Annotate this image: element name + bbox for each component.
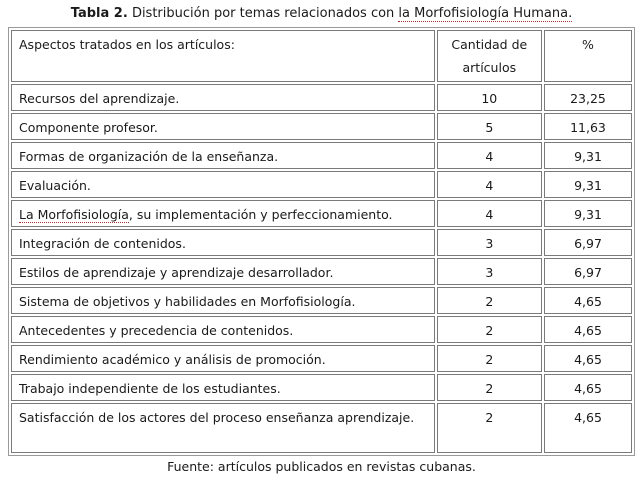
data-table xyxy=(8,27,635,456)
cell-aspect: Estilos de aprendizaje y aprendizaje desarrollador. xyxy=(11,258,435,285)
table-row xyxy=(11,403,632,453)
cell-aspect: Antecedentes y precedencia de contenidos. xyxy=(11,316,435,343)
table-row xyxy=(11,113,632,140)
cell-count: 5 xyxy=(437,113,542,140)
cell-percent: 23,25 xyxy=(544,84,632,111)
cell-percent: 11,63 xyxy=(544,113,632,140)
cell-aspect-rest: , su implementación y perfeccionamiento. xyxy=(128,207,393,222)
cell-count: 2 xyxy=(437,374,542,401)
cell-percent: 9,31 xyxy=(544,142,632,169)
cell-count: 4 xyxy=(437,142,542,169)
cell-percent: 4,65 xyxy=(544,287,632,314)
table-row xyxy=(11,345,632,372)
cell-aspect: Trabajo independiente de los estudiantes. xyxy=(11,374,435,401)
table-row xyxy=(11,200,632,227)
cell-aspect: Componente profesor. xyxy=(11,113,435,140)
cell-percent: 4,65 xyxy=(544,345,632,372)
table-source-note: Fuente: artículos publicados en revistas cubanas. xyxy=(167,459,476,474)
cell-percent: 6,97 xyxy=(544,258,632,285)
cell-count: 3 xyxy=(437,258,542,285)
table-caption: Distribución por temas relacionados con xyxy=(131,6,395,21)
cell-aspect: Formas de organización de la enseñanza. xyxy=(11,142,435,169)
cell-percent: 9,31 xyxy=(544,171,632,198)
table-row xyxy=(11,229,632,256)
cell-aspect: Satisfacción de los actores del proceso enseñanza aprendizaje. xyxy=(11,403,435,453)
table-row xyxy=(11,142,632,169)
cell-count: 10 xyxy=(437,84,542,111)
cell-count: 2 xyxy=(437,316,542,343)
table-row xyxy=(11,287,632,314)
cell-aspect xyxy=(11,200,435,227)
table-title xyxy=(0,5,643,22)
header-aspects: Aspectos tratados en los artículos: xyxy=(11,30,435,82)
table-row xyxy=(11,374,632,401)
cell-percent: 4,65 xyxy=(544,403,632,453)
table-row xyxy=(11,171,632,198)
table-header-row xyxy=(11,30,632,82)
table-caption-subject: la Morfofisiología Humana. xyxy=(398,6,573,21)
table-row xyxy=(11,84,632,111)
header-percent: % xyxy=(544,30,632,82)
cell-aspect-subject: La Morfofisiología xyxy=(19,207,129,222)
cell-percent: 9,31 xyxy=(544,200,632,227)
cell-percent: 4,65 xyxy=(544,374,632,401)
cell-percent: 4,65 xyxy=(544,316,632,343)
cell-percent: 6,97 xyxy=(544,229,632,256)
cell-count: 2 xyxy=(437,345,542,372)
cell-aspect: Evaluación. xyxy=(11,171,435,198)
cell-aspect: Recursos del aprendizaje. xyxy=(11,84,435,111)
cell-aspect: Integración de contenidos. xyxy=(11,229,435,256)
header-count: Cantidad de artículos xyxy=(437,30,542,82)
table-number: Tabla 2. xyxy=(70,6,128,21)
cell-aspect: Sistema de objetivos y habilidades en Morfofisiología. xyxy=(11,287,435,314)
cell-count: 3 xyxy=(437,229,542,256)
cell-count: 4 xyxy=(437,200,542,227)
cell-aspect: Rendimiento académico y análisis de promoción. xyxy=(11,345,435,372)
table-row xyxy=(11,258,632,285)
cell-count: 4 xyxy=(437,171,542,198)
cell-count: 2 xyxy=(437,403,542,453)
table-row xyxy=(11,316,632,343)
cell-count: 2 xyxy=(437,287,542,314)
